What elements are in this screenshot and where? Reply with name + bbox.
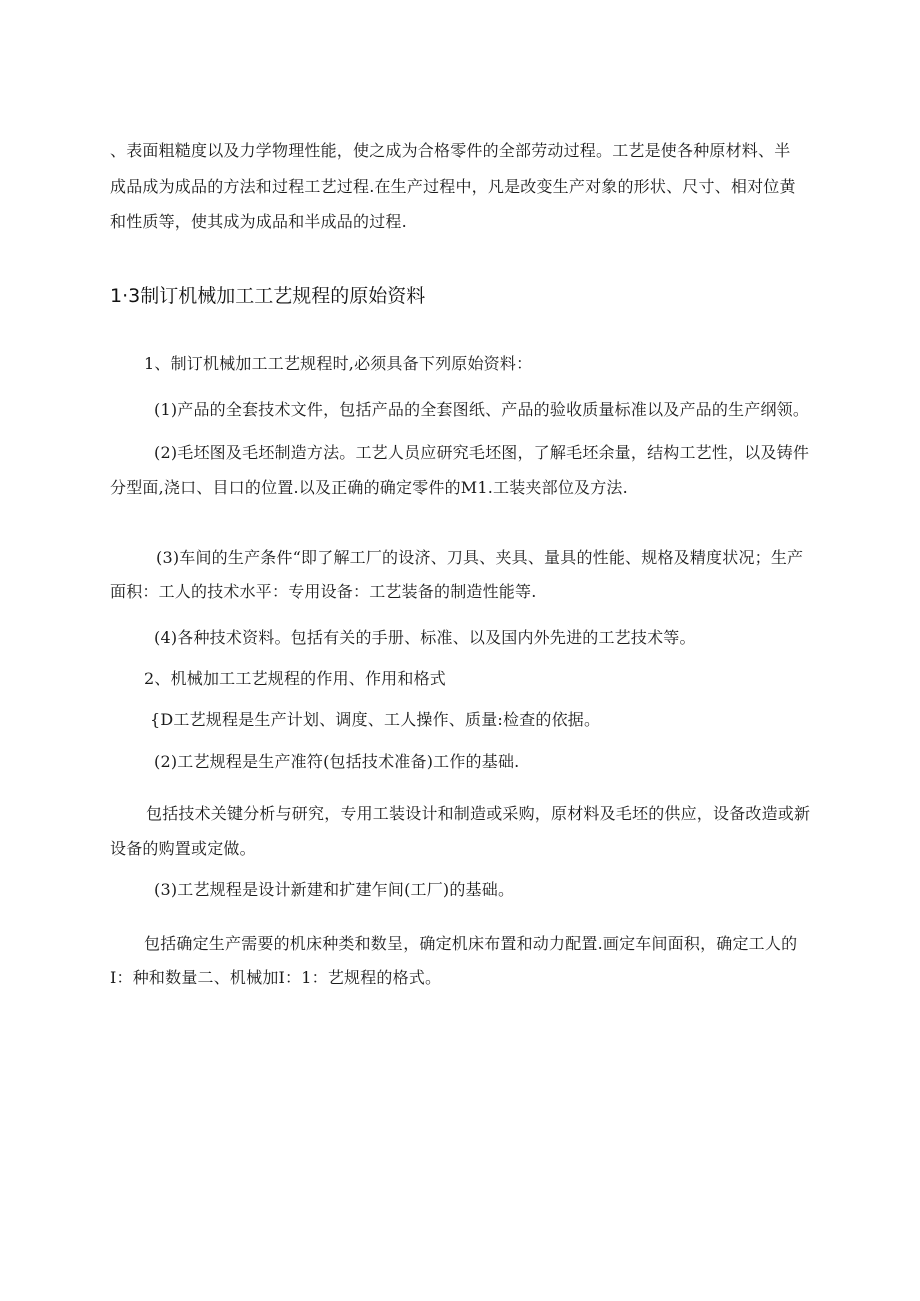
role-item-3-detail-line-2: I：种和数量二、机械加I：1：艺规程的格式。 [110,968,442,987]
item-2-line-2: 分型面,浇口、目口的位置.以及正确的确定零件的M1.工装夹部位及方法. [110,478,628,497]
intro-line-2: 成品成为成品的方法和过程工艺过程.在生产过程中，凡是改变生产对象的形状、尺寸、相对位黄 [110,177,796,196]
paragraph-requirements: 1、制订机械加工工艺规程时,必须具备下列原始资料： [144,354,533,373]
role-item-1: {D工艺规程是生产计划、调度、工人操作、质量:检查的依据。 [150,710,601,729]
role-item-2: (2)工艺规程是生产准符(包括技术准备)工作的基础. [154,752,520,771]
role-item-3: (3)工艺规程是设计新建和扩建乍间(工厂)的基础。 [154,880,515,899]
section-heading: 1·3制订机械加工工艺规程的原始资料 [110,285,426,307]
role-item-3-detail-line-1: 包括确定生产需要的机床种类和数呈，确定机床布置和动力配置.画定车间面积，确定工人的 [144,934,798,953]
item-2-line-1: (2)毛坯图及毛坯制造方法。工艺人员应研究毛坯图，了解毛坯余量，结构工艺性，以及铸件 [154,443,810,462]
role-item-2-detail-line-1: 包括技术关键分析与研究，专用工装设计和制造或采购，原材料及毛坯的供应，设备改造或新 [146,804,811,823]
item-4-line-1: (4)各种技术资料。包括有关的手册、标准、以及国内外先进的工艺技术等。 [154,628,696,647]
item-1-line-1: (1)产品的全套技术文件，包括产品的全套图纸、产品的验收质量标准以及产品的生产纲领。 [154,400,810,419]
intro-line-1: 、表面粗糙度以及力学物理性能，使之成为合格零件的全部劳动过程。工艺是使各种原材料、半 [110,141,791,160]
intro-line-3: 和性质等，使其成为成品和半成品的过程. [110,212,407,231]
item-3-line-1: (3)车间的生产条件“即了解工厂的设济、刀具、夹具、量具的性能、规格及精度状况；生产 [156,548,804,567]
role-item-2-detail-line-2: 设备的购置或定做。 [110,839,256,858]
paragraph-role-format: 2、机械加工工艺规程的作用、作用和格式 [144,669,446,688]
item-3-line-2: 面积：工人的技术水平：专用设备：工艺装备的制造性能等. [110,582,537,601]
